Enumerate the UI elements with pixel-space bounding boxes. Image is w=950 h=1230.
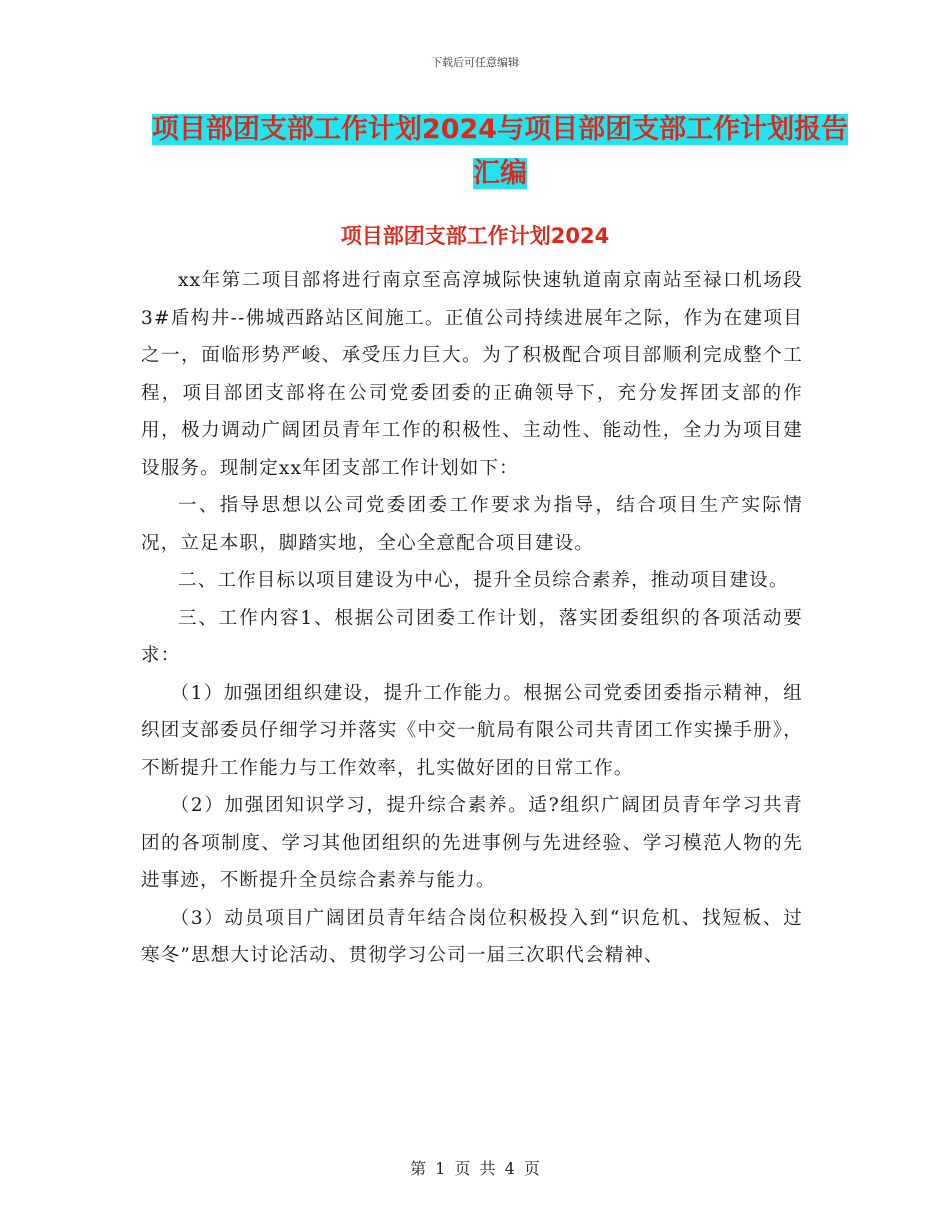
header-note: 下载后可任意编辑 bbox=[431, 56, 519, 69]
document-main-title bbox=[140, 108, 860, 196]
item-1-paragraph: （1）加强团组织建设，提升工作能力。根据公司党委团委指示精神，组织团支部委员仔细学习并落实《中交一航局有限公司共青团工作实操手册》，不断提升工作能力与工作效率，扎实做好团的日常工作。 bbox=[141, 682, 803, 779]
work-content-paragraph: 三、工作内容1、根据公司团委工作计划，落实团委组织的各项活动要求： bbox=[141, 607, 803, 666]
work-goal-paragraph: 二、工作目标以项目建设为中心，提升全员综合素养，推动项目建设。 bbox=[178, 570, 789, 591]
main-title-highlight: 项目部团支部工作计划2024与项目部团支部工作计划报告汇编 bbox=[151, 114, 849, 189]
item-2-paragraph: （2）加强团知识学习，提升综合素养。适?组织广阔团员青年学习共青团的各项制度、学习其他团组织的先进事例与先进经验、学习模范人物的先进事迹，不断提升全员综合素养与能力。 bbox=[141, 795, 803, 891]
document-body bbox=[141, 262, 803, 975]
intro-paragraph: xx年第二项目部将进行南京至高淳城际快速轨道南京南站至禄口机场段3#盾构井--佛城西路站区间施工。正值公司持续进展年之际，作为在建项目之一，面临形势严峻、承受压力巨大。为了积极配合项目部顺利完成整个工程，项目部团支部将在公司党委团委的正确领导下，充分发挥团支部的作用，极力调动广阔团员青年工作的积极性、主动性、能动性，全力为项目建设服务。现制定xx年团支部工作计划如下： bbox=[141, 270, 803, 479]
guiding-ideology-paragraph: 一、指导思想以公司党委团委工作要求为指导，结合项目生产实际情况，立足本职，脚踏实地，全心全意配合项目建设。 bbox=[141, 495, 803, 554]
section-title: 项目部团支部工作计划2024 bbox=[340, 224, 610, 248]
page-indicator: 第 1 页 共 4 页 bbox=[410, 1159, 540, 1178]
item-3-paragraph: （3）动员项目广阔团员青年结合岗位积极投入到“识危机、找短板、过寒冬”思想大讨论活动、贯彻学习公司一届三次职代会精神、 bbox=[141, 907, 803, 966]
